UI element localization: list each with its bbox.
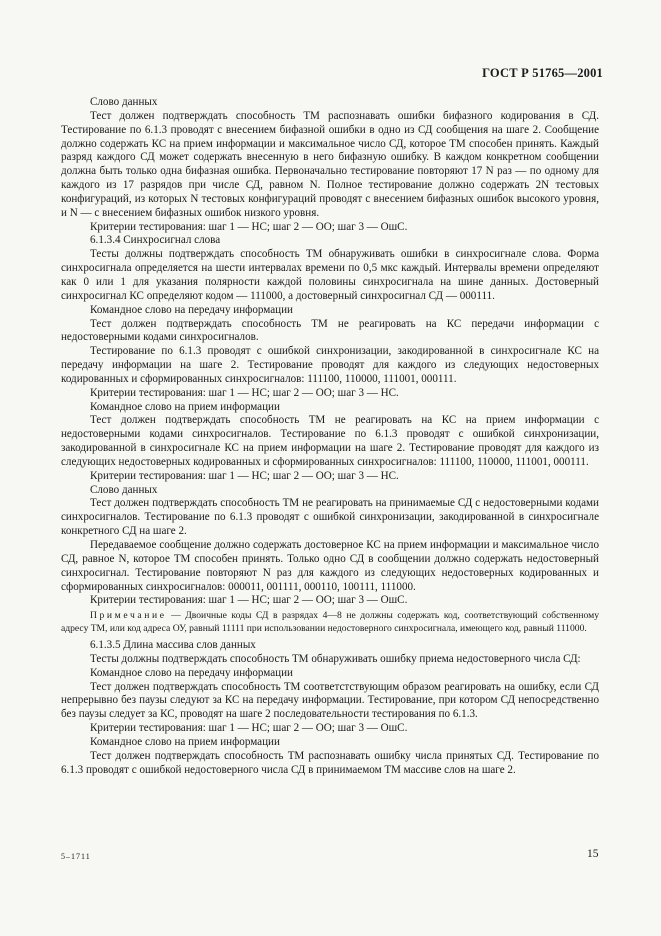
paragraph: Тест должен подтверждать способность ТМ не реагировать на принимаемые СД с недостоверными кодами синхросигналов. Тестирование по 6.1.3 проводят с ошибкой синхронизации, закодированной в синхросигнале конкретного СД на шаге 2.: [61, 497, 599, 538]
note-label: Примечание: [90, 610, 167, 622]
page-number: 15: [587, 848, 599, 860]
subheading-receive-command: Командное слово на прием информации: [90, 735, 280, 748]
paragraph: Тест должен подтверждать способность ТМ не реагировать на КС на прием информации с недостоверными кодами синхросигналов. Тестирование по 6.1.3 проводят с ошибкой синхронизации, закодированной в синхросигнале КС на прием информации на шаге 2. Тестирование проводят для каждого из следующих недостоверных кодированных и сформированных синхросигналов: 111100, 110000, 111001, 000111.: [61, 414, 599, 468]
subheading-transmit-command: Командное слово на передачу информации: [90, 303, 293, 316]
subheading-transmit-command: Командное слово на передачу информации: [90, 666, 293, 679]
paragraph: Тест должен подтверждать способность ТМ не реагировать на КС передачи информации с недостоверными кодами синхросигналов.: [61, 317, 599, 344]
criteria-line: Критерии тестирования: шаг 1 — НС; шаг 2 — ОО; шаг 3 — НС.: [90, 469, 399, 482]
paragraph: Передаваемое сообщение должно содержать достоверное КС на прием информации и максимальное число СД, равное N, которое ТМ способен принять. Только одно СД в сообщении должно содержать недостоверный синхросигнал. Тестирование повторяют N раз для каждого из следующих недостоверных кодированных и сформированных синхросигналов: 000011, 001111, 000110, 100111, 111000.: [61, 539, 599, 593]
section-heading-6-1-3-5: 6.1.3.5 Длина массива слов данных: [90, 639, 256, 652]
note-text: — Двоичные коды СД в разрядах 4—8 не должны содержать код, соответствующий собственному адресу ТМ, или код адреса ОУ, равный 11111 при использовании недостоверного синхросигнала, имеющего код, равный 111000.: [61, 610, 599, 634]
standard-header: ГОСТ Р 51765—2001: [482, 66, 603, 80]
section-heading-6-1-3-4: 6.1.3.4 Синхросигнал слова: [90, 234, 221, 247]
note: [61, 610, 599, 635]
criteria-line: Критерии тестирования: шаг 1 — НС; шаг 2 — ОО; шаг 3 — НС.: [90, 386, 399, 399]
main-text: [61, 96, 599, 777]
criteria-line: Критерии тестирования: шаг 1 — НС; шаг 2 — ОО; шаг 3 — ОшС.: [90, 594, 408, 607]
paragraph: Тест должен подтверждать способность ТМ распознавать ошибку числа принятых СД. Тестирование по 6.1.3 проводят с ошибкой недостоверного числа СД в принимаемом ТМ массиве слов на шаге 2.: [61, 749, 599, 776]
subheading-data-word: Слово данных: [90, 483, 158, 496]
subheading-data-word: Слово данных: [90, 96, 158, 108]
criteria-line: Критерии тестирования: шаг 1 — НС; шаг 2 — ОО; шаг 3 — ОшС.: [90, 722, 408, 735]
subheading-receive-command: Командное слово на прием информации: [90, 400, 280, 413]
print-code: 5–1711: [61, 852, 91, 861]
paragraph: Тест должен подтверждать способность ТМ соответстствующим образом реагировать на ошибку, если СД непрерывно без паузы следуют за КС на передачу информации. Тестирование, при котором СД непосредственно без паузы следует за КС, проводят на шаге 2 последовательности тестирования по 6.1.3.: [61, 680, 599, 721]
paragraph: Тесты должны подтверждать способность ТМ обнаруживать ошибки в синхросигнале слова. Форма синхросигнала определяется на шести интервалах времени по 0,5 мкс каждый. Интервалы времени определяют как 0 или 1 для указания полярности каждой половины синхросигнала на шине данных. Достоверный синхросигнал КС определяют кодом — 111000, а достоверный синхросигнал СД — 000111.: [61, 248, 599, 302]
criteria-line: Критерии тестирования: шаг 1 — НС; шаг 2 — ОО; шаг 3 — ОшС.: [90, 220, 408, 233]
paragraph: Тест должен подтверждать способность ТМ распознавать ошибки бифазного кодирования в СД. Тестирование по 6.1.3 проводят с внесением бифазной ошибки в одно из СД сообщения на шаге 2. Сообщение должно содержать КС на прием информации и максимальное число СД, которое ТМ способен принять. Каждый разряд каждого СД может содержать внесенную в него бифазную ошибку. В каждом конкретном сообщении должна быть только одна бифазная ошибка. Первоначально тестирование повторяют 17 N раз — по одному для каждого из 17 разрядов при числе СД, равном N. Полное тестирование должно содержать 2N тестовых конфигураций, из которых N тестовых конфигураций проводят с внесением бифазных ошибок высокого уровня, и N — с внесением бифазных ошибок низкого уровня.: [61, 109, 599, 219]
paragraph: Тесты должны подтверждать способность ТМ обнаруживать ошибку приема недостоверного числа СД:: [90, 652, 581, 665]
paragraph: Тестирование по 6.1.3 проводят с ошибкой синхронизации, закодированной в синхросигнале КС на передачу информации на шаге 2. Тестирование проводят для каждого из следующих недостоверных кодированных и сформированных синхросигналов: 111100, 110000, 111001, 000111.: [61, 345, 599, 385]
